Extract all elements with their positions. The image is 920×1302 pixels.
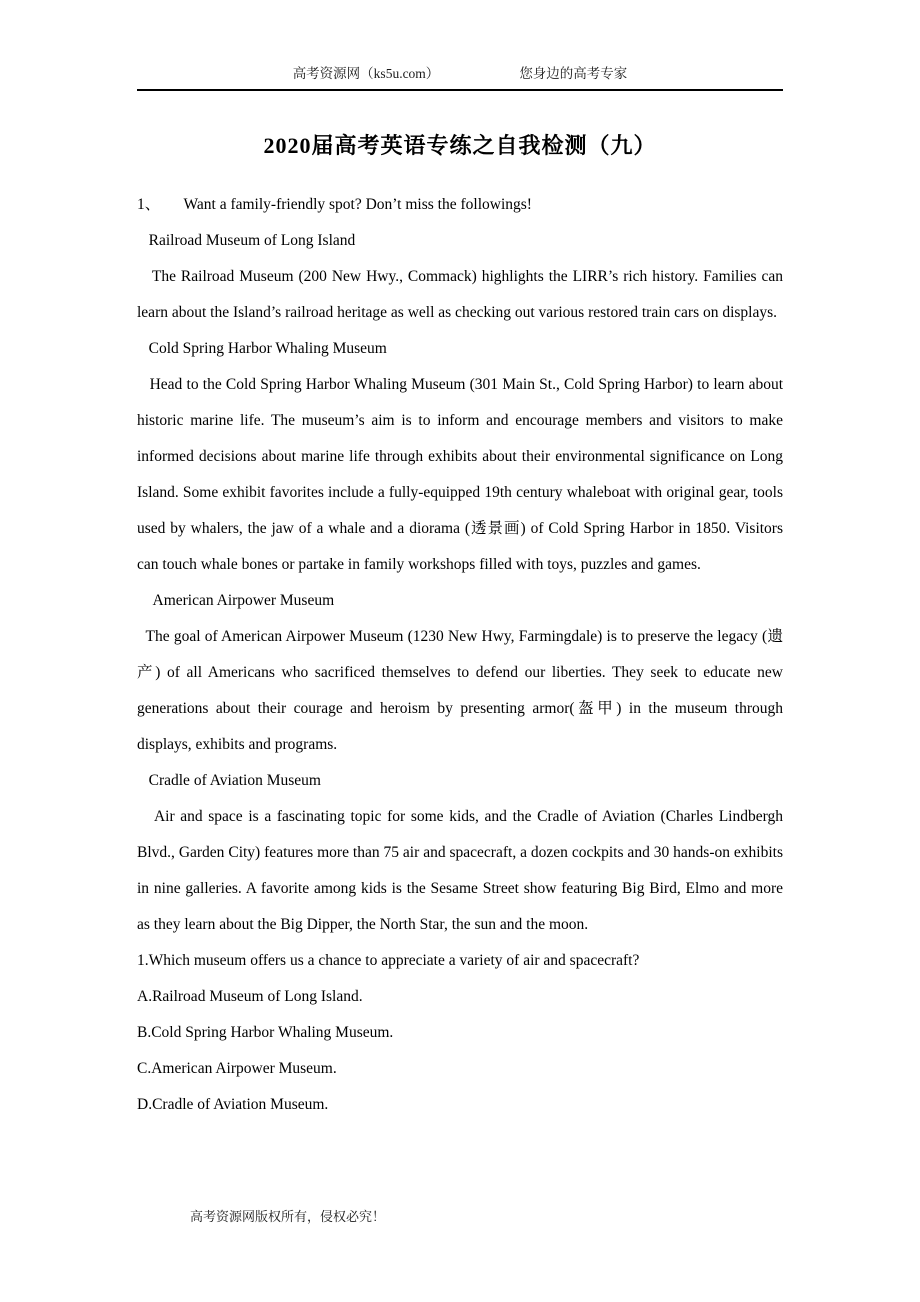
- page-header: [0, 0, 920, 91]
- option-a: A.Railroad Museum of Long Island.: [137, 988, 363, 1005]
- option-d: D.Cradle of Aviation Museum.: [137, 1096, 329, 1113]
- header-divider: [137, 89, 783, 91]
- header-site-name: 高考资源网（ks5u.com）: [292, 66, 440, 81]
- paragraph-whaling-museum: Head to the Cold Spring Harbor Whaling Museum (301 Main St., Cold Spring Harbor) to learn about historic marine life. The museum’s aim is to inform and encourage members and visitors to make informed decisions about marine life through exhibits about their environmental significance on Long Island. Some exhibit favorites include a fully-equipped 19th century whaleboat with original gear, tools used by whalers, the jaw of a whale and a diorama (透景画) of Cold Spring Harbor in 1850. Visitors can touch whale bones or partake in family workshops filled with toys, puzzles and games.: [137, 376, 787, 573]
- document-body: [137, 187, 787, 1123]
- paragraph-airpower-museum: The goal of American Airpower Museum (1230 New Hwy, Farmingdale) is to preserve the legacy (遗产) of all Americans who sacrificed themselves to defend our liberties. They seek to educate new generations about their courage and heroism by presenting armor(盔甲) in the museum through displays, exhibits and programs.: [137, 628, 787, 753]
- page-footer: [190, 1206, 385, 1225]
- intro-line: 1、 Want a family-friendly spot? Don’t miss the followings!: [137, 196, 532, 213]
- question-1: 1.Which museum offers us a chance to appreciate a variety of air and spacecraft?: [137, 952, 640, 969]
- footer-copyright: 高考资源网版权所有，侵权必究！: [190, 1209, 386, 1224]
- heading-railroad-museum: Railroad Museum of Long Island: [137, 232, 356, 249]
- heading-airpower-museum: American Airpower Museum: [137, 592, 335, 609]
- heading-aviation-museum: Cradle of Aviation Museum: [137, 772, 321, 789]
- paragraph-railroad-museum: The Railroad Museum (200 New Hwy., Commack) highlights the LIRR’s rich history. Families can learn about the Island’s railroad heritage as well as checking out various restored train cars on displays.: [137, 268, 787, 321]
- header-slogan: 您身边的高考专家: [519, 66, 628, 81]
- option-c: C.American Airpower Museum.: [137, 1060, 337, 1077]
- heading-whaling-museum: Cold Spring Harbor Whaling Museum: [137, 340, 387, 357]
- header-row: [0, 0, 920, 82]
- option-b: B.Cold Spring Harbor Whaling Museum.: [137, 1024, 394, 1041]
- paragraph-aviation-museum: Air and space is a fascinating topic for some kids, and the Cradle of Aviation (Charles Lindbergh Blvd., Garden City) features more than 75 air and spacecraft, a dozen cockpits and 30 hands-on exhibits in nine galleries. A favorite among kids is the Sesame Street show featuring Big Bird, Elmo and more as they learn about the Big Dipper, the North Star, the sun and the moon.: [137, 808, 787, 933]
- document-title: 2020届高考英语专练之自我检测（九）: [263, 133, 657, 158]
